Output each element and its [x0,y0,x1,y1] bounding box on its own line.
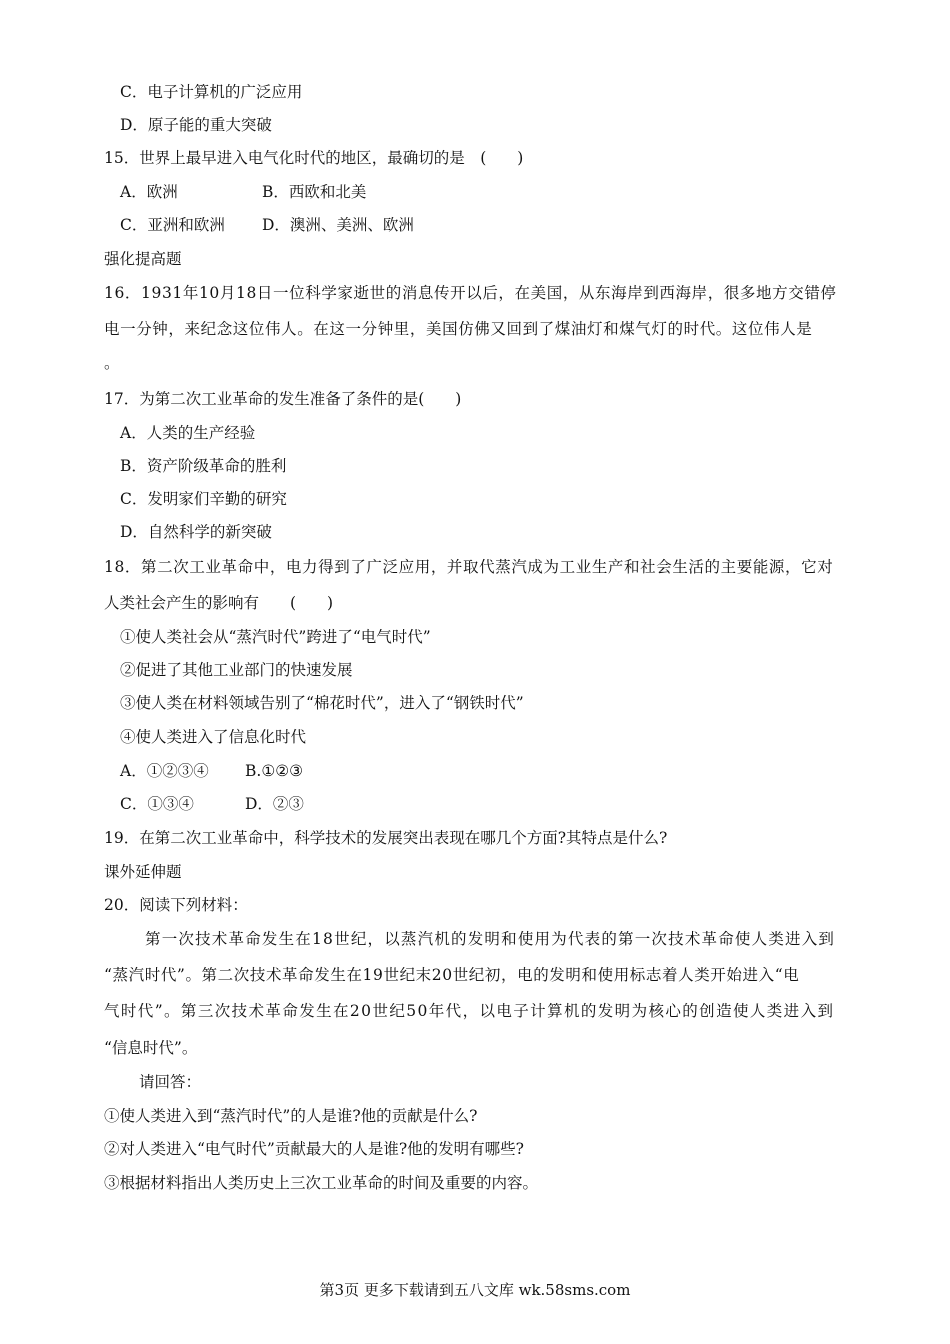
q18-line-1: 18．第二次工业革命中，电力得到了广泛应用，并取代蒸汽成为工业生产和社会生活的主要能源，它对 [104,558,834,576]
q15-options-row-2 [120,214,414,236]
q20-material-line-3: 气时代”。第三次技术革命发生在20世纪50年代，以电子计算机的发明为核心的创造使人类进入到 [104,1002,835,1020]
q16-line-1: 16．1931年10月18日一位科学家逝世的消息传开以后，在美国，从东海岸到西海岸，很多地方交错停 [104,284,837,302]
q17-option-c: C．发明家们辛勤的研究 [120,490,287,508]
q20-sub-question-1: ①使人类进入到“蒸汽时代”的人是谁?他的贡献是什么? [104,1107,478,1125]
section-heading-extension: 课外延伸题 [104,863,182,881]
q15-options-row-1 [120,181,366,203]
q20-sub-question-2: ②对人类进入“电气时代”贡献最大的人是谁?他的发明有哪些? [104,1140,524,1158]
q18-option-d: D．②③ [245,795,304,813]
q20-prompt: 请回答： [139,1073,202,1091]
q18-item-2: ②促进了其他工业部门的快速发展 [120,661,353,679]
q20-material-line-1: 第一次技术革命发生在18世纪，以蒸汽机的发明和使用为代表的第一次技术革命使人类进入到 [145,930,836,948]
q17-option-d: D．自然科学的新突破 [120,523,272,541]
q16-line-3: 。 [104,354,120,372]
q18-options-row-2 [120,793,304,815]
q18-option-a: A．①②③④ [120,762,209,780]
q14-option-d: D．原子能的重大突破 [120,116,272,134]
section-heading-strengthen: 强化提高题 [104,250,182,268]
q14-option-c: C．电子计算机的广泛应用 [120,83,303,101]
q18-item-3: ③使人类在材料领域告别了“棉花时代”，进入了“钢铁时代” [120,694,524,712]
q17-option-a: A．人类的生产经验 [120,424,256,442]
q18-options-row-1 [120,760,303,782]
q17-option-b: B．资产阶级革命的胜利 [120,457,287,475]
q18-option-b: B.①②③ [245,762,304,780]
q15-option-d: D．澳洲、美洲、欧洲 [262,216,414,234]
page-footer: 第3页 更多下载请到五八文库 wk.58sms.com [319,1281,631,1299]
q20-stem: 20．阅读下列材料： [104,896,248,914]
q18-item-1: ①使人类社会从“蒸汽时代”跨进了“电气时代” [120,628,431,646]
q18-line-2: 人类社会产生的影响有 ( ) [104,594,334,612]
q20-material-line-2: “蒸汽时代”。第二次技术革命发生在19世纪末20世纪初，电的发明和使用标志着人类开始进入“电 [104,966,800,984]
q15-stem: 15．世界上最早进入电气化时代的地区，最确切的是 ( ) [104,149,524,167]
q19-stem: 19．在第二次工业革命中，科学技术的发展突出表现在哪几个方面?其特点是什么? [104,829,668,847]
q18-option-c: C．①③④ [120,795,194,813]
q15-option-a: A．欧洲 [120,183,178,201]
q15-option-c: C．亚洲和欧洲 [120,216,225,234]
q20-material-line-4: “信息时代”。 [104,1039,198,1057]
q20-sub-question-3: ③根据材料指出人类历史上三次工业革命的时间及重要的内容。 [104,1174,539,1192]
q18-item-4: ④使人类进入了信息化时代 [120,728,307,746]
q15-option-b: B．西欧和北美 [262,183,367,201]
q16-line-2: 电一分钟，来纪念这位伟人。在这一分钟里，美国仿佛又回到了煤油灯和煤气灯的时代。这位伟人是 [104,320,813,338]
q17-stem: 17．为第二次工业革命的发生准备了条件的是( ) [104,390,462,408]
